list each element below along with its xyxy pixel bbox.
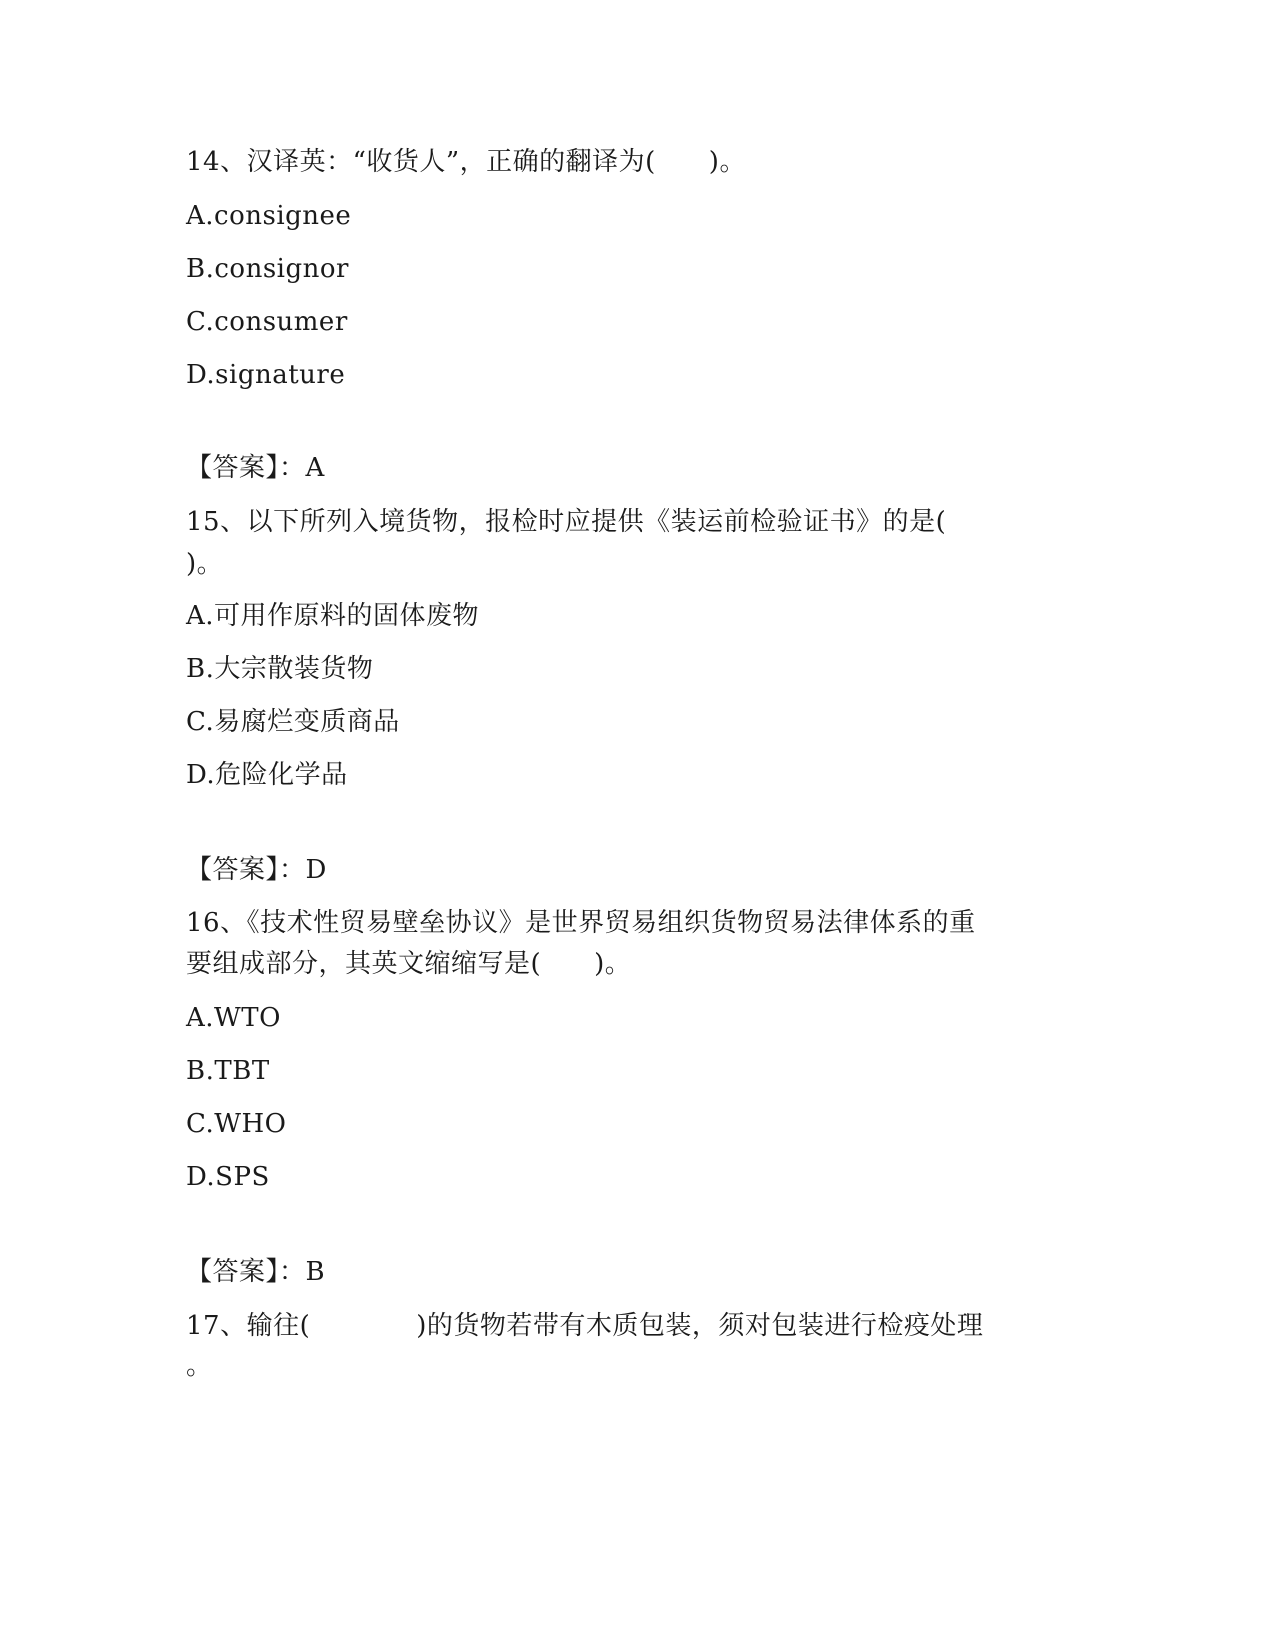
question-15-stem-line-2: )。 [186,549,224,579]
question-14-stem-line-1: 14、汉译英：“收货人”，正确的翻译为( )。 [186,147,746,177]
question-16-option-b: B.TBT [186,1056,270,1086]
question-15-option-a: A.可用作原料的固体废物 [186,601,480,631]
question-17-stem-line-1: 17、输往( )的货物若带有木质包装，须对包装进行检疫处理 [186,1311,984,1341]
question-15-option-c: C.易腐烂变质商品 [186,707,400,737]
question-14-answer: 【答案】：A [186,453,325,483]
question-14-option-b: B.consignor [186,254,349,284]
question-17-stem-line-2: 。 [186,1351,213,1381]
question-15-option-b: B.大宗散装货物 [186,654,374,684]
question-16-answer: 【答案】：B [186,1257,326,1287]
question-16-option-a: A.WTO [186,1003,281,1033]
question-15-answer: 【答案】：D [186,855,327,885]
question-16-option-c: C.WHO [186,1109,287,1139]
question-15-option-d: D.危险化学品 [186,760,348,790]
question-16-option-d: D.SPS [186,1162,270,1192]
question-15-stem-line-1: 15、以下所列入境货物，报检时应提供《装运前检验证书》的是( [186,507,947,537]
question-14-option-d: D.signature [186,360,346,390]
question-16-stem-line-2: 要组成部分，其英文缩缩写是( )。 [186,949,632,979]
question-16-stem-line-1: 16、《技术性贸易壁垒协议》是世界贸易组织货物贸易法律体系的重 [186,908,976,938]
question-14-option-a: A.consignee [186,201,352,231]
question-14-option-c: C.consumer [186,307,348,337]
